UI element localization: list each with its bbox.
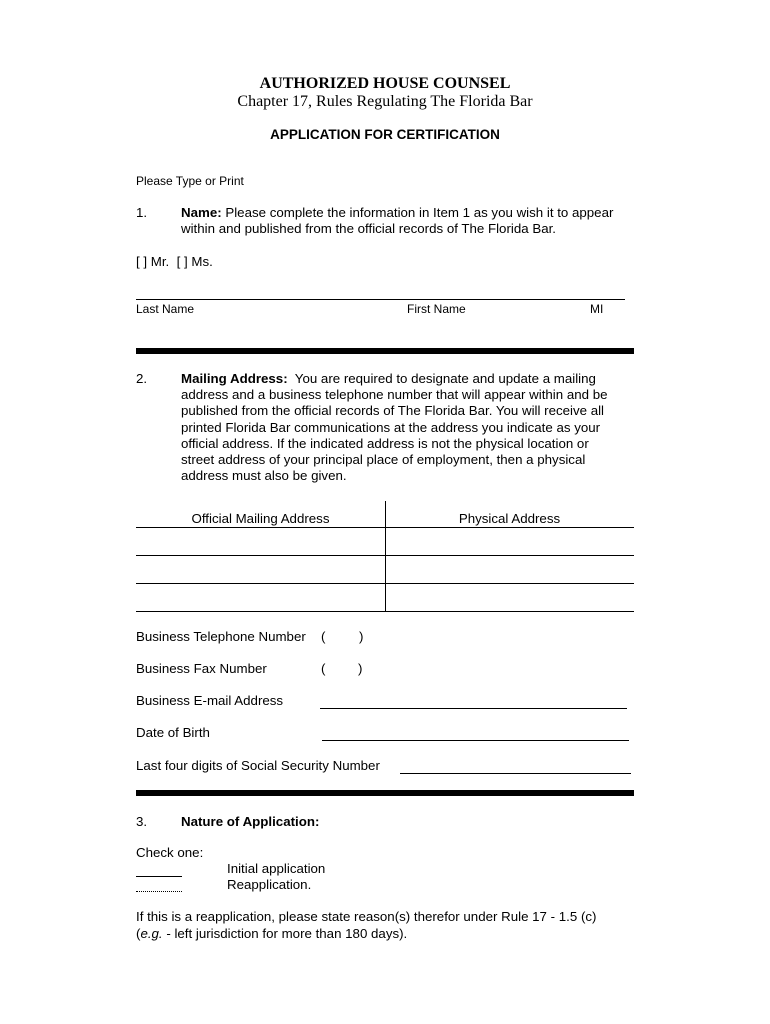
last-name-label: Last Name [136, 302, 195, 316]
dob-label: Date of Birth [136, 725, 210, 740]
table-line [136, 527, 634, 528]
reason-eg: e.g. [140, 926, 163, 941]
mailing-address-header: Official Mailing Address [191, 511, 330, 526]
reason-text-1: If this is a reapplication, please state reason(s) therefor under Rule 17 - 1.5 (c) [136, 909, 597, 924]
phone-paren-close: ) [359, 629, 364, 644]
item1-text-1 [181, 205, 613, 221]
document-title: AUTHORIZED HOUSE COUNSEL [259, 75, 511, 92]
reapplication-blank[interactable] [136, 891, 182, 892]
ssn-line [400, 773, 631, 774]
form-title: APPLICATION FOR CERTIFICATION [270, 127, 500, 142]
reason-text-2: (e.g. - left jurisdiction for more than 180 days). [136, 926, 408, 941]
document-subtitle: Chapter 17, Rules Regulating The Florida Bar [237, 93, 533, 110]
table-line [136, 583, 634, 584]
initial-application-blank[interactable] [136, 876, 182, 877]
physical-address-input-3[interactable] [388, 589, 636, 609]
fax-paren-close: ) [358, 661, 363, 676]
item1-number: 1. [136, 205, 148, 220]
section-divider [136, 790, 634, 796]
item2-number: 2. [136, 371, 148, 386]
item2-line-1: address and a business telephone number that will appear within and be [181, 387, 608, 402]
item3-heading: Nature of Application: [181, 814, 320, 829]
physical-address-header: Physical Address [458, 511, 561, 526]
item2-text: You are required to designate and update a mailing [294, 371, 596, 386]
reason-text-rest: - left jurisdiction for more than 180 days). [162, 926, 408, 941]
name-input[interactable] [136, 282, 628, 300]
item2-line-5: street address of your principal place of employment, then a physical [181, 452, 586, 467]
phone-input[interactable] [370, 629, 634, 647]
item1-text: Please complete the information in Item 1 as you wish it to appear [225, 205, 614, 220]
phone-label: Business Telephone Number [136, 629, 306, 644]
item2-heading: Mailing Address: [181, 371, 288, 386]
item1-heading: Name: [181, 205, 222, 220]
mailing-address-input-2[interactable] [138, 561, 386, 581]
item2-line-6: address must also be given. [181, 468, 347, 483]
table-line [136, 555, 634, 556]
item2-line-4: official address. If the indicated address is not the physical location or [181, 436, 589, 451]
mailing-address-input-1[interactable] [138, 533, 386, 553]
initial-application-label: Initial application [227, 861, 326, 876]
reapplication-label: Reapplication. [227, 877, 312, 892]
dob-line [322, 740, 629, 741]
mi-label: MI [590, 302, 604, 316]
fax-paren-open: ( [321, 661, 326, 676]
physical-address-input-2[interactable] [388, 561, 636, 581]
ssn-label: Last four digits of Social Security Number [136, 758, 380, 773]
email-label: Business E-mail Address [136, 693, 284, 708]
name-line [136, 299, 625, 300]
instructions: Please Type or Print [136, 174, 244, 188]
first-name-label: First Name [407, 302, 466, 316]
fax-input[interactable] [370, 661, 634, 679]
section-divider [136, 348, 634, 354]
item1-text-2: within and published from the official records of The Florida Bar. [181, 221, 556, 236]
check-one-label: Check one: [136, 845, 204, 860]
dob-input[interactable] [322, 723, 633, 741]
item2-line-2: published from the official records of The Florida Bar. You will receive all [181, 403, 605, 418]
salutation-checkboxes[interactable]: [ ] Mr. [ ] Ms. [136, 254, 213, 269]
item2-line-3: printed Florida Bar communications at the address you indicate as your [181, 420, 601, 435]
phone-paren-open: ( [321, 629, 326, 644]
item2-line-0 [181, 371, 596, 387]
physical-address-input-1[interactable] [388, 533, 636, 553]
item3-number: 3. [136, 814, 148, 829]
email-line [320, 708, 627, 709]
mailing-address-input-3[interactable] [138, 589, 386, 609]
table-line [136, 611, 634, 612]
ssn-input[interactable] [400, 756, 635, 774]
email-input[interactable] [320, 691, 631, 709]
fax-label: Business Fax Number [136, 661, 267, 676]
